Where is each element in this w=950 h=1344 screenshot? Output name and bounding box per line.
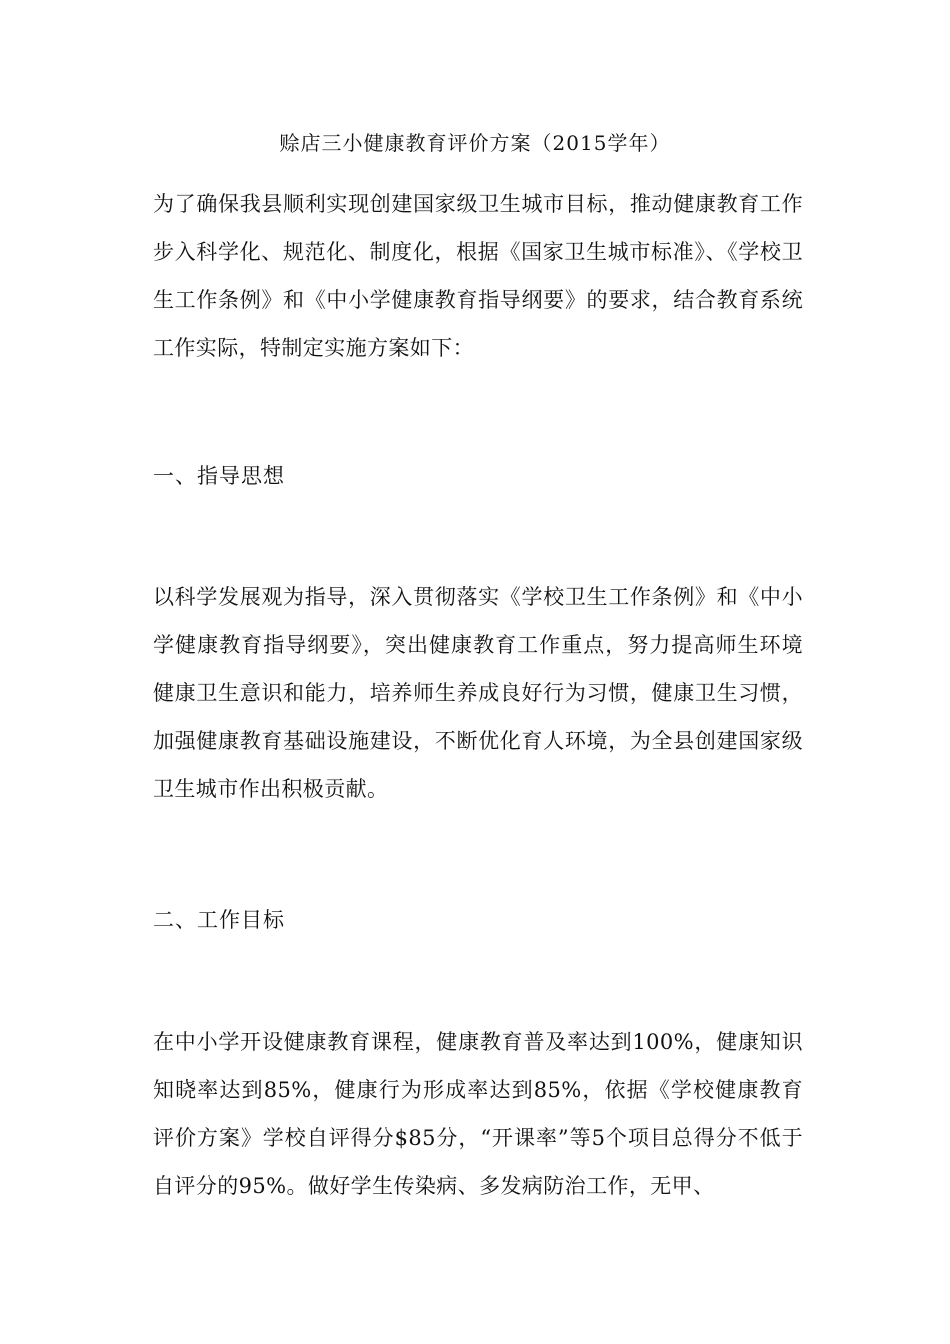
section-body-guiding-ideology: 以科学发展观为指导，深入贯彻落实《学校卫生工作条例》和《中小学健康教育指导纲要》，突出健康教育工作重点，努力提高师生环境健康卫生意识和能力，培养师生养成良好行为习惯，健康卫生习惯，加强健康教育基础设施建设，不断优化育人环境，为全县创建国家级卫生城市作出积极贡献。 <box>153 585 803 801</box>
section-body-work-goals: 在中小学开设健康教育课程，健康教育普及率达到100%，健康知识知晓率达到85%，健康行为形成率达到85%，依据《学校健康教育评价方案》学校自评得分$85分，“开课率”等5个项目总得分不低于自评分的95%。做好学生传染病、多发病防治工作，无甲、 <box>153 1030 803 1198</box>
document-title: 赊店三小健康教育评价方案（2015学年） <box>279 131 671 155</box>
intro-paragraph: 为了确保我县顺利实现创建国家级卫生城市目标，推动健康教育工作步入科学化、规范化、制度化，根据《国家卫生城市标准》、《学校卫生工作条例》和《中小学健康教育指导纲要》的要求，结合教育系统工作实际，特制定实施方案如下： <box>153 192 803 360</box>
section-heading-work-goals: 二、工作目标 <box>153 908 285 932</box>
section-heading-guiding-ideology: 一、指导思想 <box>153 464 285 488</box>
